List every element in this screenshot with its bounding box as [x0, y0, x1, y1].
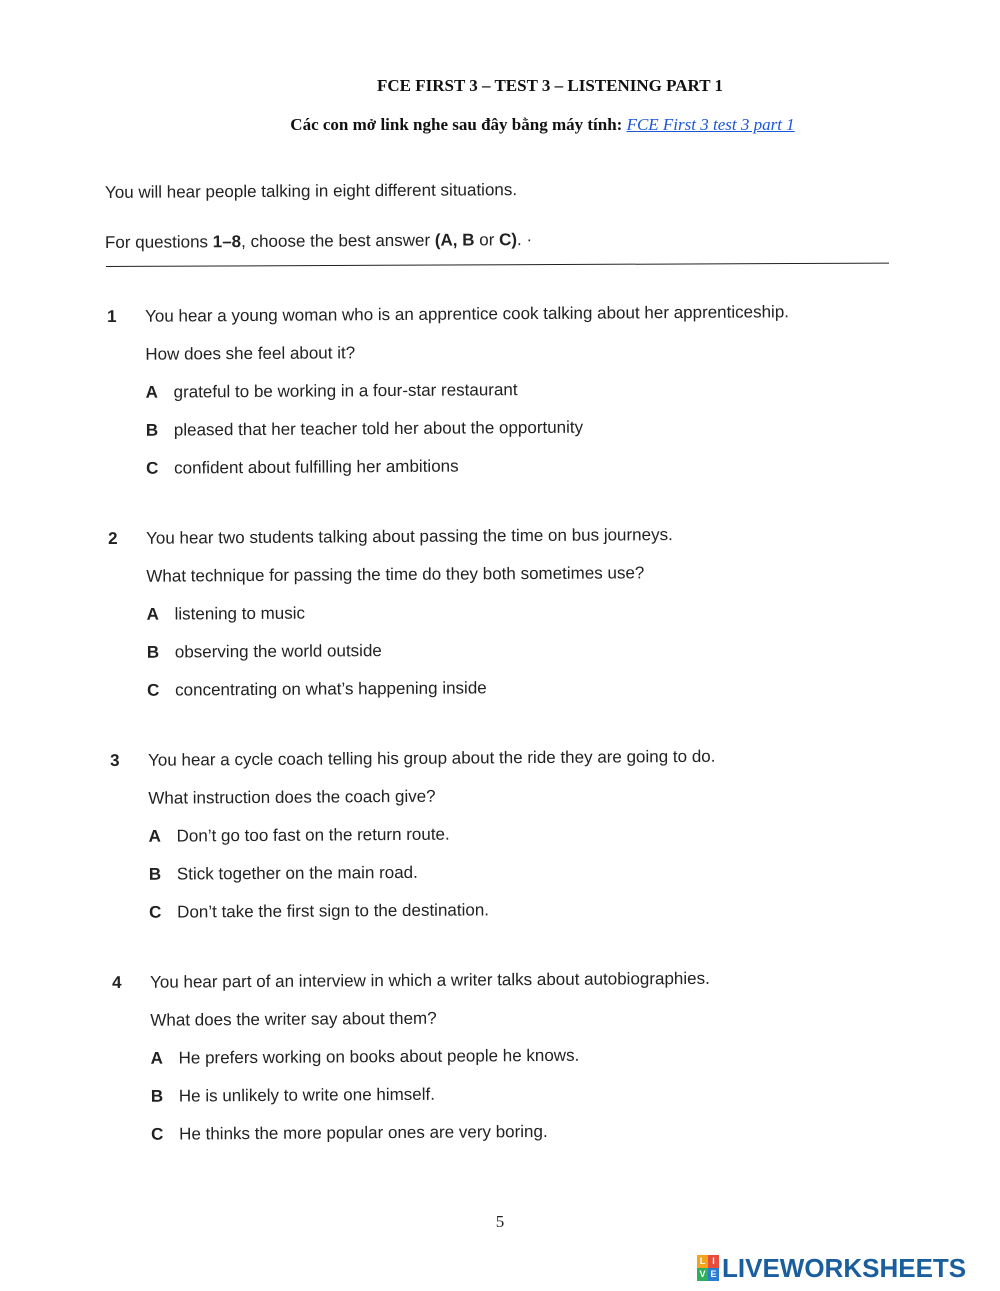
instruction-answers: (A, B [434, 230, 475, 250]
option-c[interactable] [149, 900, 489, 922]
logo-tile-i: I [708, 1255, 719, 1268]
option-letter: A [146, 604, 159, 624]
option-c[interactable] [146, 457, 459, 479]
option-text: Stick together on the main road. [176, 862, 418, 884]
logo-tile-v: V [697, 1268, 708, 1281]
question-stem: You hear a cycle coach telling his group about the ride they are going to do. [147, 746, 716, 770]
page-number: 5 [495, 1212, 505, 1231]
option-letter: C [149, 902, 162, 922]
logo-text: LIVEWORKSHEETS [722, 1252, 967, 1283]
option-letter: B [146, 642, 160, 662]
subtitle-text: Các con mở link nghe sau đây bằng máy tính: [290, 115, 627, 134]
option-letter: B [145, 420, 159, 440]
question-number: 4 [112, 972, 122, 992]
option-b[interactable] [146, 418, 583, 441]
option-a[interactable] [146, 380, 518, 403]
logo-tile-e: E [708, 1268, 719, 1281]
option-letter: B [150, 1086, 164, 1106]
instruction-or: or [474, 230, 500, 250]
question-prompt: What technique for passing the time do they both sometimes use? [146, 563, 645, 586]
page-title: FCE FIRST 3 – TEST 3 – LISTENING PART 1 [377, 76, 723, 95]
question-prompt: What does the writer say about them? [150, 1008, 437, 1030]
option-b[interactable] [149, 863, 418, 885]
option-letter: A [150, 1048, 163, 1068]
question-number: 1 [107, 306, 117, 326]
option-letter: C [151, 1124, 164, 1144]
audio-link[interactable]: FCE First 3 test 3 part 1 [626, 115, 795, 134]
question-stem: You hear part of an interview in which a writer talks about autobiographies. [149, 968, 710, 992]
option-a[interactable] [149, 825, 450, 847]
option-text: He is unlikely to write one himself. [178, 1084, 435, 1106]
option-text: grateful to be working in a four-star restaurant [173, 380, 518, 402]
option-text: He prefers working on books about people he knows. [178, 1045, 580, 1068]
option-letter: A [145, 382, 158, 402]
option-a[interactable] [147, 604, 306, 625]
option-text: Don’t go too fast on the return route. [176, 824, 450, 846]
option-b[interactable] [151, 1085, 435, 1107]
question-prompt: What instruction does the coach give? [148, 786, 436, 808]
instruction-line-1: You will hear people talking in eight different situations. [104, 180, 518, 202]
instruction-range: 1–8 [212, 232, 242, 252]
question-number: 2 [108, 528, 118, 548]
question-stem: You hear two students talking about passing the time on bus journeys. [145, 525, 673, 548]
option-letter: B [148, 864, 162, 884]
option-b[interactable] [147, 641, 382, 663]
question-stem: You hear a young woman who is an apprentice cook talking about her apprenticeship. [144, 302, 790, 326]
option-text: concentrating on what’s happening inside [175, 678, 487, 700]
instruction-end: . · [516, 230, 533, 250]
instruction-middle: , choose the best answer [241, 230, 435, 252]
divider-line [106, 263, 889, 267]
instruction-c: C) [498, 230, 518, 250]
liveworksheets-logo [697, 1254, 966, 1282]
question-prompt: How does she feel about it? [145, 343, 356, 364]
option-letter: C [147, 680, 160, 700]
option-a[interactable] [151, 1046, 580, 1069]
option-letter: C [146, 458, 159, 478]
option-letter: A [148, 826, 161, 846]
option-text: confident about fulfilling her ambitions [174, 456, 459, 478]
option-c[interactable] [151, 1122, 548, 1145]
option-text: He thinks the more popular ones are very boring. [179, 1121, 548, 1144]
option-text: listening to music [174, 603, 306, 624]
liveworksheets-logo-icon [697, 1255, 719, 1281]
option-text: observing the world outside [174, 641, 382, 662]
question-number: 3 [110, 750, 120, 770]
instruction-line-2 [105, 230, 532, 253]
page-subtitle [0, 115, 1000, 135]
option-c[interactable] [147, 678, 487, 700]
option-text: pleased that her teacher told her about the opportunity [173, 417, 584, 440]
option-text: Don’t take the first sign to the destination. [177, 900, 490, 922]
instruction-prefix: For questions [104, 232, 213, 252]
logo-tile-l: L [697, 1255, 708, 1268]
